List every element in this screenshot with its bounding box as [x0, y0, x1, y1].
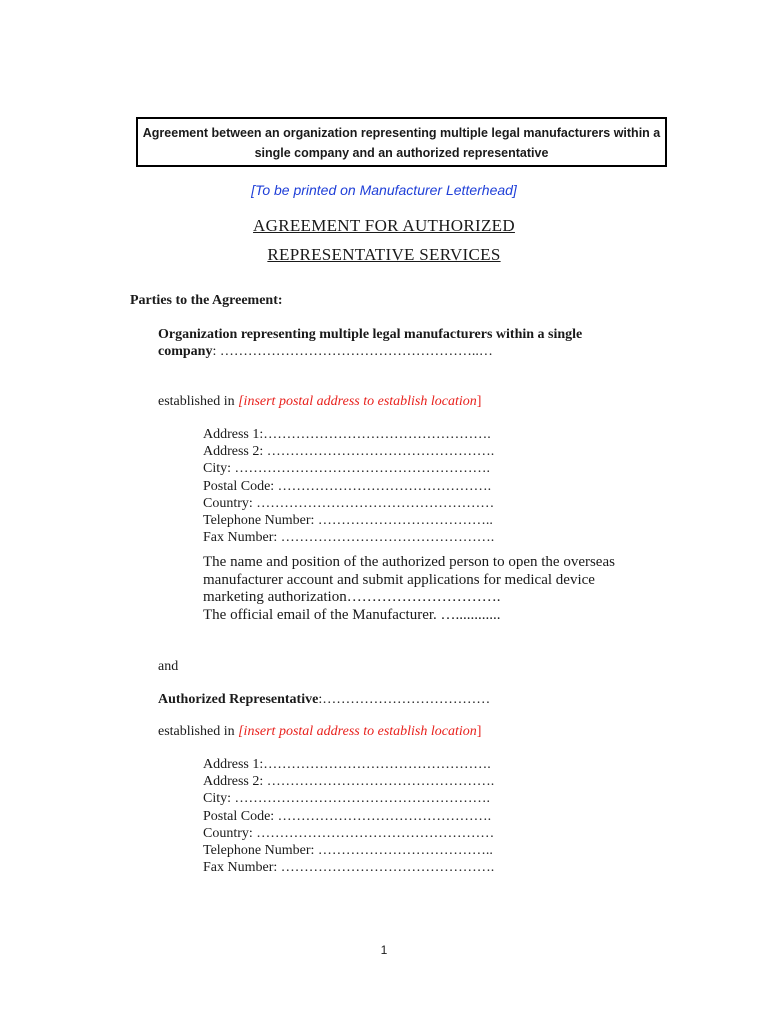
- manufacturer-telephone-field[interactable]: Telephone Number: ………………………………..: [203, 513, 493, 529]
- representative-established-placeholder[interactable]: [insert postal address to establish location: [238, 724, 477, 739]
- document-title-line-1: AGREEMENT FOR AUTHORIZED: [253, 216, 515, 235]
- manufacturer-established-in: [158, 393, 481, 410]
- authorized-person-line-2: manufacturer account and submit applications for medical device: [203, 571, 595, 588]
- letterhead-note: [To be printed on Manufacturer Letterhead]: [251, 182, 517, 198]
- manufacturer-address-1-field[interactable]: Address 1:………………………………………….: [203, 427, 491, 442]
- authorized-person-paragraph: [203, 554, 623, 624]
- manufacturer-party: [158, 326, 628, 360]
- document-title-line-2: REPRESENTATIVE SERVICES: [267, 245, 501, 264]
- representative-city-field[interactable]: City: ……………………………………………….: [203, 791, 491, 807]
- representative-name-blank[interactable]: :………………………………: [318, 692, 491, 707]
- representative-established-bracket: ]: [476, 724, 482, 739]
- representative-party: [158, 691, 490, 708]
- manufacturer-label-line-2: [158, 343, 628, 360]
- representative-established-in: [158, 723, 481, 740]
- representative-established-prefix: established in: [158, 724, 239, 739]
- manufacturer-name-blank[interactable]: : ………………………………………………..…: [212, 344, 493, 359]
- and-connector: and: [158, 659, 179, 674]
- representative-fax-field[interactable]: Fax Number: ……………………………………….: [203, 860, 495, 876]
- header-box-line-2: single company and an authorized representative: [254, 146, 549, 160]
- manufacturer-label-company: company: [158, 344, 213, 359]
- manufacturer-address-fields: [203, 426, 494, 546]
- official-email-line[interactable]: The official email of the Manufacturer. …............: [203, 606, 501, 623]
- manufacturer-country-field[interactable]: Country: ……………………………………………: [203, 495, 495, 511]
- representative-telephone-field[interactable]: Telephone Number: ………………………………..: [203, 843, 493, 859]
- manufacturer-address-2-field[interactable]: Address 2: ………………………………………….: [203, 444, 495, 460]
- document-header-box: [136, 117, 667, 167]
- manufacturer-established-placeholder[interactable]: [insert postal address to establish location: [238, 394, 477, 409]
- representative-address-2-field[interactable]: Address 2: ………………………………………….: [203, 774, 495, 790]
- representative-label: Authorized Representative: [158, 692, 319, 707]
- manufacturer-established-bracket: ]: [476, 394, 482, 409]
- manufacturer-established-prefix: established in: [158, 394, 239, 409]
- header-box-line-1: Agreement between an organization representing multiple legal manufacturers within a: [142, 126, 661, 140]
- representative-address-1-field[interactable]: Address 1:………………………………………….: [203, 757, 491, 772]
- parties-heading: Parties to the Agreement:: [130, 293, 283, 308]
- representative-address-fields: [203, 756, 494, 876]
- page-number: 1: [380, 943, 388, 957]
- manufacturer-postal-code-field[interactable]: Postal Code: ……………………………………….: [203, 478, 492, 494]
- representative-postal-code-field[interactable]: Postal Code: ……………………………………….: [203, 808, 492, 824]
- manufacturer-fax-field[interactable]: Fax Number: ……………………………………….: [203, 530, 495, 546]
- manufacturer-city-field[interactable]: City: ……………………………………………….: [203, 461, 491, 477]
- representative-country-field[interactable]: Country: ……………………………………………: [203, 825, 495, 841]
- authorized-person-line-1: The name and position of the authorized person to open the overseas: [203, 554, 615, 570]
- manufacturer-label-line-1: Organization representing multiple legal manufacturers within a single: [158, 327, 583, 342]
- authorized-person-line-3[interactable]: marketing authorization………………………….: [203, 589, 501, 605]
